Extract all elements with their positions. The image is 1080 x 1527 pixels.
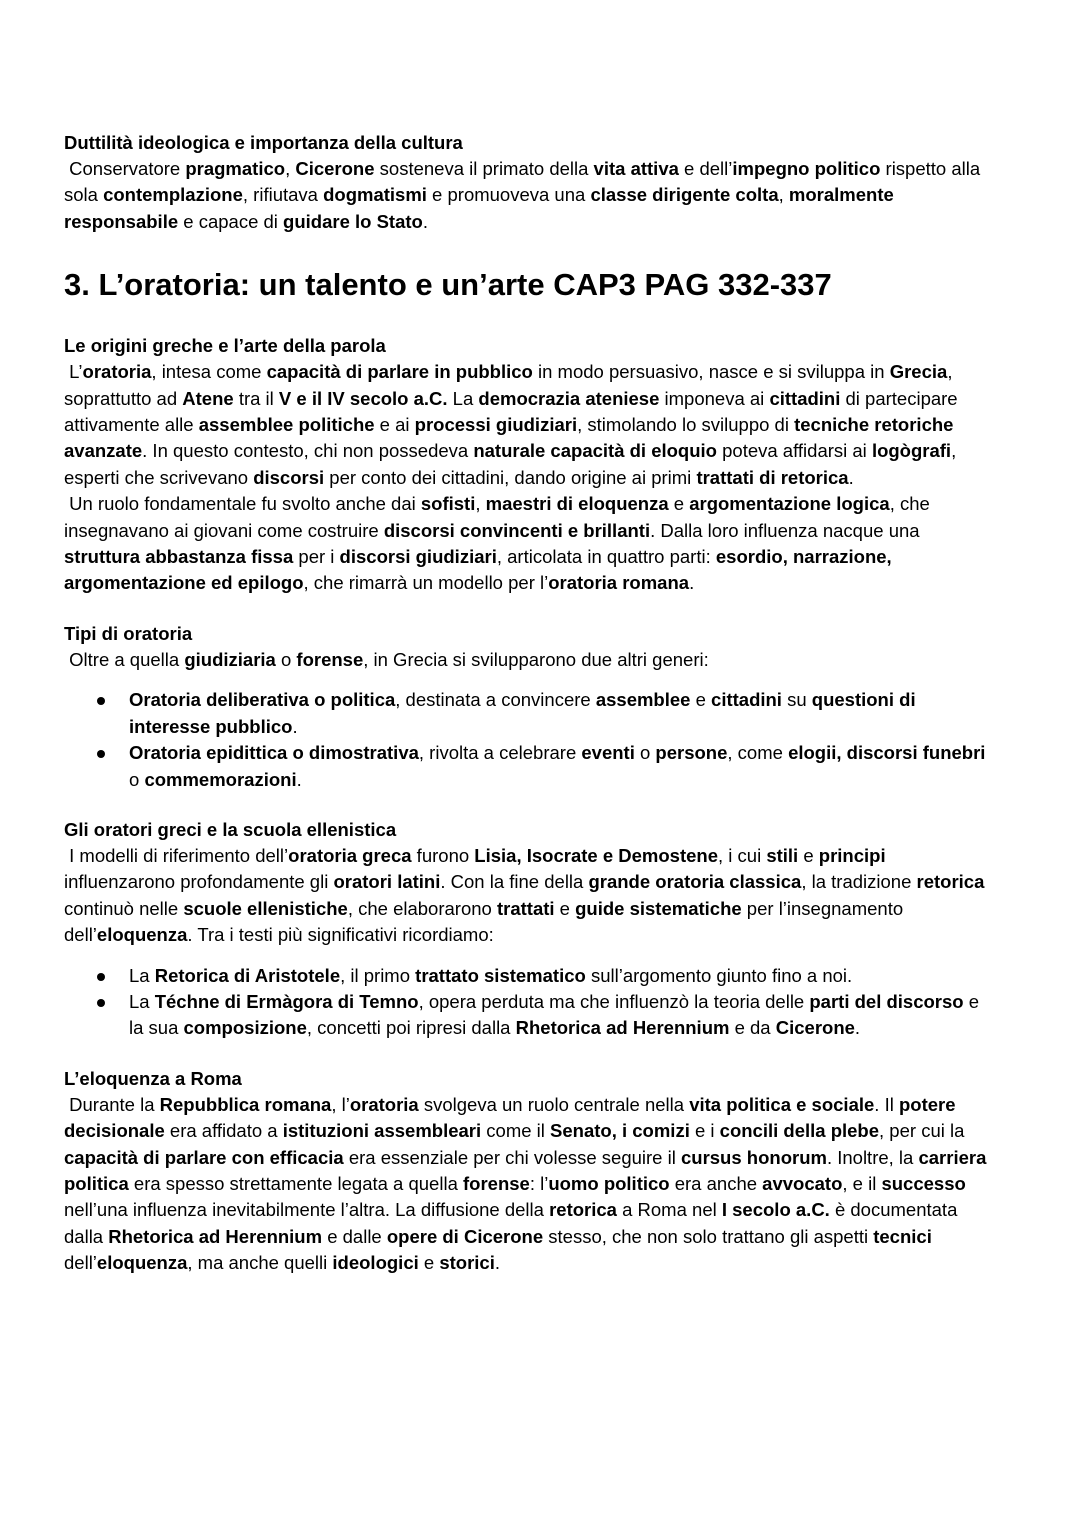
text-run: era affidato a — [164, 1120, 283, 1142]
bold-text: tecniche retoriche avanzate — [64, 414, 959, 462]
bold-text: oratoria — [349, 1093, 419, 1115]
text-run: , concetti poi ripresi dalla — [306, 1017, 516, 1039]
bold-text: giudiziaria — [184, 648, 276, 670]
text-run: stesso, che non solo trattano gli aspetti — [543, 1225, 874, 1247]
bold-text: Oratoria deliberativa o politica — [129, 689, 396, 711]
bold-text: scuole ellenistiche — [183, 897, 348, 919]
section-heading: Le origini greche e l’arte della parola — [64, 335, 386, 357]
text-run: a Roma nel — [616, 1199, 722, 1221]
text-run: , — [778, 184, 789, 206]
bold-text: Cicerone — [775, 1017, 855, 1039]
text-run: . Dalla loro influenza nacque una — [650, 519, 925, 541]
bold-text: cittadini — [711, 689, 782, 711]
bullet-list — [64, 687, 994, 793]
text-run: furono — [411, 844, 475, 866]
bold-text: I secolo a.C. — [721, 1199, 830, 1221]
bold-text: grande oratoria classica — [588, 871, 802, 893]
bold-text: principi — [818, 844, 886, 866]
bold-text: ideologici — [332, 1252, 419, 1274]
list-item — [129, 963, 994, 989]
bold-text: forense — [296, 648, 364, 670]
text-run: , in Grecia si svilupparono due altri generi: — [363, 648, 709, 670]
bold-text: carriera politica — [64, 1146, 992, 1194]
text-run: era spesso strettamente legata a quella — [128, 1172, 463, 1194]
bold-text: trattati di retorica — [696, 466, 849, 488]
text-run: su — [781, 689, 812, 711]
text-run: . Inoltre, la — [826, 1146, 919, 1168]
section-heading: Gli oratori greci e la scuola ellenistica — [64, 818, 397, 840]
paragraph — [64, 491, 994, 597]
text-run: L’ — [64, 361, 83, 383]
text-run: sull’argomento giunto fino a noi. — [585, 964, 853, 986]
bold-text: oratoria greca — [288, 844, 412, 866]
paragraph — [64, 1092, 994, 1277]
bold-text: eloquenza — [96, 1252, 188, 1274]
text-run: è documentata dalla — [64, 1199, 963, 1247]
text-run: . — [422, 210, 428, 232]
bold-text: esordio, narrazione, argomentazione ed epilogo — [64, 546, 897, 594]
text-run: di partecipare attivamente alle — [64, 387, 963, 436]
bold-text: Retorica di Aristotele — [154, 964, 341, 986]
list-item-text — [129, 965, 852, 986]
text-run: e i — [689, 1120, 720, 1142]
text-run: Oltre a quella — [64, 648, 185, 670]
text-run: tra il — [233, 387, 279, 409]
bold-text: avvocato — [762, 1172, 843, 1194]
text-run: Durante la — [64, 1093, 160, 1115]
text-run: e promuoveva una — [426, 184, 591, 206]
text-run: , che insegnavano ai giovani come costruire — [64, 493, 935, 541]
bold-text: argomentazione logica — [689, 493, 890, 515]
text-run: continuò nelle — [64, 871, 990, 919]
paragraph — [64, 647, 994, 673]
text-run: , che elaborarono — [347, 897, 497, 919]
bold-text: commemorazioni — [144, 768, 297, 790]
bold-text: Grecia — [889, 361, 948, 383]
text-run: . — [854, 1017, 861, 1039]
bullet-icon — [97, 999, 105, 1007]
bold-text: stili — [766, 844, 799, 866]
bold-text: Cicerone — [295, 158, 375, 179]
bold-text: capacità di parlare con efficacia — [64, 1146, 344, 1168]
text-run: , per cui la — [879, 1120, 970, 1142]
bold-text: oratori latini — [333, 871, 441, 893]
bold-text: Senato, i comizi — [550, 1120, 690, 1142]
text-run: come il — [481, 1120, 551, 1142]
bold-text: Repubblica romana — [159, 1093, 332, 1115]
bold-text: parti del discorso — [809, 990, 964, 1012]
bold-text: sofisti — [420, 493, 476, 515]
section-heading: Duttilità ideologica e importanza della cultura — [64, 132, 463, 153]
bullet-icon — [97, 973, 105, 981]
bold-text: cursus honorum — [680, 1146, 827, 1168]
text-run: , l’ — [331, 1093, 350, 1115]
text-run: , la tradizione — [801, 871, 917, 893]
text-run: o — [275, 648, 297, 670]
bold-text: elogii, discorsi funebri — [788, 742, 986, 764]
text-run: , opera perduta ma che influenzò la teoria delle — [418, 990, 810, 1012]
text-run: e — [554, 897, 576, 919]
bold-text: composizione — [183, 1017, 307, 1039]
bold-text: successo — [881, 1172, 966, 1194]
section-block — [64, 1066, 994, 1277]
bold-text: Atene — [182, 387, 234, 409]
bold-text: processi giudiziari — [414, 414, 578, 436]
text-run: . — [689, 572, 695, 594]
bold-text: vita attiva — [593, 158, 679, 179]
bold-text: oratoria romana — [548, 572, 690, 594]
bold-text: istituzioni assembleari — [282, 1120, 482, 1142]
list-item-text — [129, 991, 979, 1038]
text-run: e capace di — [178, 210, 284, 232]
text-run: La — [129, 990, 155, 1012]
text-run: poteva affidarsi ai — [716, 440, 872, 462]
text-run: I modelli di riferimento dell’ — [64, 844, 289, 866]
bold-text: pragmatico — [185, 158, 286, 179]
text-run: svolgeva un ruolo centrale nella — [418, 1093, 690, 1115]
bold-text: retorica — [549, 1199, 617, 1221]
text-run: , — [285, 158, 296, 179]
text-run: , esperti che scrivevano — [64, 440, 962, 488]
bold-text: capacità di parlare in pubblico — [266, 361, 533, 383]
bold-text: Téchne di Ermàgora di Temno — [154, 990, 419, 1012]
text-run: , il primo — [340, 964, 416, 986]
bold-text: tecnici — [873, 1225, 932, 1247]
section-block — [64, 130, 994, 235]
bold-text: contemplazione — [103, 184, 243, 206]
list-item — [129, 687, 994, 740]
bold-text: classe dirigente colta — [590, 184, 779, 206]
bold-text: oratoria — [82, 361, 152, 383]
bold-text: V e il IV secolo a.C. — [278, 387, 448, 409]
bold-text: retorica — [916, 871, 985, 893]
text-run: , soprattutto ad — [64, 361, 958, 409]
bold-text: naturale capacità di eloquio — [473, 440, 717, 462]
text-run: e ai — [374, 414, 415, 436]
bullet-list — [64, 963, 994, 1042]
text-run: o — [634, 742, 656, 764]
section-heading: Tipi di oratoria — [64, 622, 193, 644]
text-run: , che rimarrà un modello per l’ — [303, 572, 549, 594]
bold-text: trattato sistematico — [415, 964, 586, 986]
bold-text: democrazia ateniese — [478, 387, 660, 409]
text-run: Un ruolo fondamentale fu svolto anche dai — [64, 493, 421, 515]
bold-text: discorsi convincenti e brillanti — [383, 519, 651, 541]
text-run: influenzarono profondamente gli — [64, 844, 891, 893]
text-run: e dalle — [322, 1225, 387, 1247]
text-run: . Con la fine della — [440, 871, 589, 893]
text-run: La — [447, 387, 479, 409]
bold-text: assemblee politiche — [198, 414, 375, 436]
bold-text: opere di Cicerone — [386, 1225, 544, 1247]
bold-text: impegno politico — [732, 158, 881, 179]
text-run: per l’insegnamento dell’ — [64, 897, 909, 946]
text-run: e — [690, 689, 712, 711]
bold-text: cittadini — [769, 387, 841, 409]
bold-text: eloquenza — [96, 924, 188, 946]
list-item — [129, 740, 994, 793]
text-run: era anche — [669, 1172, 763, 1194]
bold-text: concili della plebe — [719, 1120, 880, 1142]
bold-text: persone — [655, 742, 728, 764]
text-run: , — [475, 493, 486, 515]
text-run: . — [494, 1252, 500, 1274]
bold-text: moralmente responsabile — [64, 184, 899, 232]
chapter-title: 3. L’oratoria: un talento e un’arte CAP3 PAG 332-337 — [64, 267, 832, 303]
section-block — [64, 817, 994, 1042]
bold-text: uomo politico — [548, 1172, 670, 1194]
text-run: e — [798, 844, 819, 866]
text-run: , destinata a convincere — [395, 689, 596, 711]
text-run: , e il — [842, 1172, 882, 1194]
text-run: e — [668, 493, 690, 515]
text-run: imponeva ai — [659, 387, 770, 409]
bold-text: dogmatismi — [323, 184, 427, 206]
text-run: per i — [293, 546, 340, 568]
text-run: : l’ — [529, 1172, 549, 1194]
text-run: , rifiutava — [242, 184, 324, 206]
text-run: , i cui — [718, 844, 767, 866]
section-block — [64, 621, 994, 793]
bold-text: Lisia, Isocrate e Demostene — [474, 844, 718, 866]
text-run: rispetto alla sola — [64, 158, 986, 206]
text-run: Conservatore — [64, 158, 186, 179]
bold-text: storici — [439, 1252, 495, 1274]
list-item-text — [129, 742, 985, 789]
bold-text: eventi — [581, 742, 635, 764]
text-run: e la sua — [129, 990, 980, 1039]
text-run: dell’ — [64, 1225, 937, 1274]
text-run: in modo persuasivo, nasce e si sviluppa in — [532, 361, 890, 383]
bold-text: guide sistematiche — [575, 897, 742, 919]
text-run: . Il — [874, 1093, 899, 1115]
bold-text: discorsi giudiziari — [339, 546, 497, 568]
text-run: . — [848, 466, 854, 488]
text-run: per conto dei cittadini, dando origine ai primi — [324, 466, 697, 488]
text-run: , intesa come — [151, 361, 267, 383]
text-run: , come — [727, 742, 789, 764]
bold-text: assemblee — [595, 689, 691, 711]
text-run: o — [129, 768, 145, 790]
text-run: . — [292, 715, 298, 737]
text-run: . Tra i testi più significativi ricordiamo: — [187, 924, 494, 946]
text-run: . In questo contesto, chi non possedeva — [142, 440, 474, 462]
bold-text: Oratoria epidittica o dimostrativa — [129, 742, 419, 764]
bold-text: trattati — [496, 897, 555, 919]
bold-text: vita politica e sociale — [689, 1093, 875, 1115]
text-run: sosteneva il primato della — [374, 158, 594, 179]
bold-text: discorsi — [253, 466, 325, 488]
bold-text: Rhetorica ad Herennium — [108, 1225, 323, 1247]
paragraph — [64, 843, 994, 949]
bold-text: forense — [463, 1172, 530, 1194]
paragraph — [64, 156, 994, 235]
document-page — [64, 130, 994, 1301]
bold-text: struttura abbastanza fissa — [64, 546, 294, 568]
bold-text: potere decisionale — [64, 1093, 961, 1142]
text-run: nell’una influenza inevitabilmente l’altra. La diffusione della — [64, 1172, 971, 1221]
bold-text: questioni di interesse pubblico — [129, 689, 916, 737]
text-run: , articolata in quattro parti: — [496, 546, 716, 568]
text-run: . — [296, 768, 302, 790]
text-run: e dell’ — [678, 158, 733, 179]
text-run: era essenziale per chi volesse seguire il — [343, 1146, 681, 1168]
bold-text: maestri di eloquenza — [485, 493, 669, 515]
text-run: e da — [729, 1017, 776, 1039]
section-block — [64, 333, 994, 597]
bullet-icon — [97, 750, 105, 758]
text-run: La — [129, 964, 155, 986]
section-heading: L’eloquenza a Roma — [64, 1067, 242, 1089]
text-run: , ma anche quelli — [187, 1252, 333, 1274]
list-item-text — [129, 689, 916, 736]
bold-text: guidare lo Stato — [283, 210, 423, 232]
text-run: , rivolta a celebrare — [418, 742, 582, 764]
bold-text: logògrafi — [871, 440, 952, 462]
text-run: e — [418, 1252, 440, 1274]
list-item — [129, 989, 994, 1042]
bold-text: Rhetorica ad Herennium — [515, 1017, 730, 1039]
paragraph — [64, 359, 994, 491]
bullet-icon — [97, 697, 105, 705]
text-run: , stimolando lo sviluppo di — [577, 414, 795, 436]
